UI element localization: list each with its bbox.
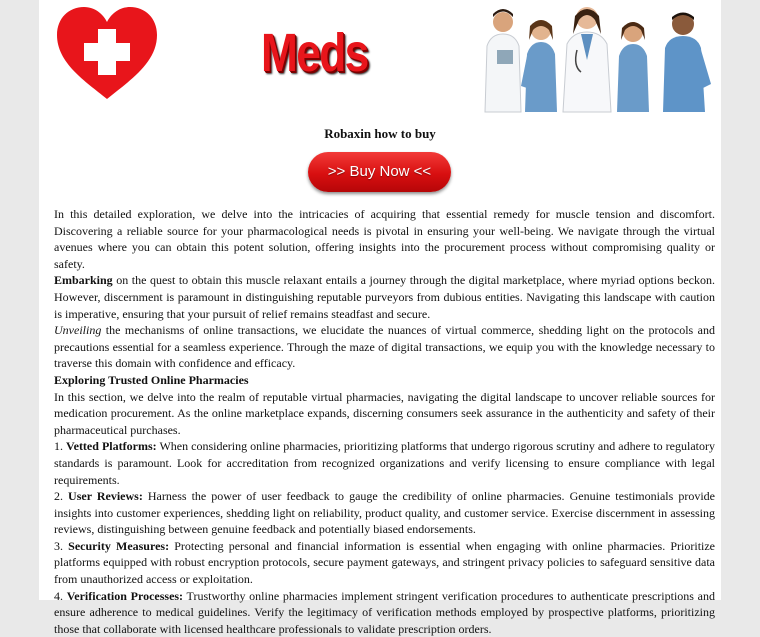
- section-intro-paragraph: In this section, we delve into the realm of reputable virtual pharmacies, navigating the digital landscape to uncover reliable sources for medication procurement. As the online marketplace expands, discerning consumers seek assurance in the authenticity and safety of their pharmaceutical purchases.: [54, 389, 715, 437]
- list-item: [54, 538, 715, 588]
- page-subtitle: Robaxin how to buy: [324, 126, 436, 141]
- paragraph-lead: Embarking: [54, 273, 113, 288]
- section-heading-text: Exploring Trusted Online Pharmacies: [54, 372, 249, 387]
- paragraph-lead: Unveiling: [54, 323, 102, 338]
- page-container: [39, 0, 721, 636]
- list-item-text: Harness the power of user feedback to gauge the credibility of online pharmacies. Genuine testimonials provide insights into customer experiences, shedding light on reliability, product quality, and customer service. Exercise discernment in assessing reviews, distinguishing between genuine feedback and potentially biased endorsements.: [54, 489, 715, 537]
- list-item-number: 2.: [54, 489, 69, 504]
- list-item: [54, 488, 715, 538]
- list-item-text: Protecting personal and financial information is essential when engaging with online pharmacies. Prioritize platforms equipped with robust encryption protocols, secure payment gateways, and stringent privacy policies to safeguard sensitive data from unauthorized access or exploitation.: [54, 538, 716, 587]
- intro-paragraph: In this detailed exploration, we delve into the intricacies of acquiring that essential remedy for muscle tension and discomfort. Discovering a reliable source for your pharmacological needs is pivotal in ensuring your well-being. We navigate through the virtual avenues where you can obtain this potent solution, offering insights into the procurement process without compromising quality or safety.: [54, 207, 715, 271]
- paragraph-unveiling: [54, 322, 715, 372]
- list-item-title: Vetted Platforms:: [66, 439, 157, 454]
- section-heading: [54, 372, 715, 389]
- list-item-number: 3.: [54, 538, 69, 553]
- list-item: [54, 438, 715, 488]
- paragraph-text: the mechanisms of online transactions, we elucidate the nuances of virtual commerce, shedding light on the protocols and precautions essential for a seamless experience. Through the maze of digital transactions, we equip you with the knowledge necessary to traverse this domain with confidence and efficacy.: [54, 323, 715, 371]
- list-item-text: When considering online pharmacies, prioritizing platforms that undergo rigorous scrutiny and adhere to regulatory standards is paramount. Look for accreditation from recognized organizations and verify licensing to ensure compliance with legal requirements.: [54, 439, 715, 487]
- list-item: [54, 588, 715, 637]
- list-item-number: 4.: [54, 588, 67, 603]
- paragraph-text: on the quest to obtain this muscle relaxant entails a journey through the digital marketplace, where myriad options beckon. However, discernment is paramount in distinguishing reputable purveyors from dubious entities. Navigating this landscape with caution is imperative, ensuring that your pursuit of relief remains steadfast and secure.: [54, 273, 715, 321]
- header: [39, 0, 721, 118]
- brand-logo-text[interactable]: Meds: [261, 23, 368, 83]
- list-item-number: 1.: [54, 439, 67, 454]
- paragraph-embarking: [54, 272, 715, 322]
- heart-cross-icon[interactable]: [55, 5, 159, 101]
- medical-staff-photo: [477, 0, 721, 114]
- buy-now-button[interactable]: >> Buy Now <<: [308, 152, 451, 192]
- list-item-title: User Reviews:: [68, 489, 143, 504]
- list-item-text: Trustworthy online pharmacies implement stringent verification procedures to authenticate prescriptions and ensure adherence to medical guidelines. Verify the legitimacy of verification methods employed by prospective platforms, prioritizing those that collaborate with licensed healthcare professionals to validate prescription orders.: [54, 588, 716, 636]
- article-content: [54, 206, 715, 637]
- list-item-title: Verification Processes:: [66, 588, 184, 603]
- list-item-title: Security Measures:: [68, 538, 170, 553]
